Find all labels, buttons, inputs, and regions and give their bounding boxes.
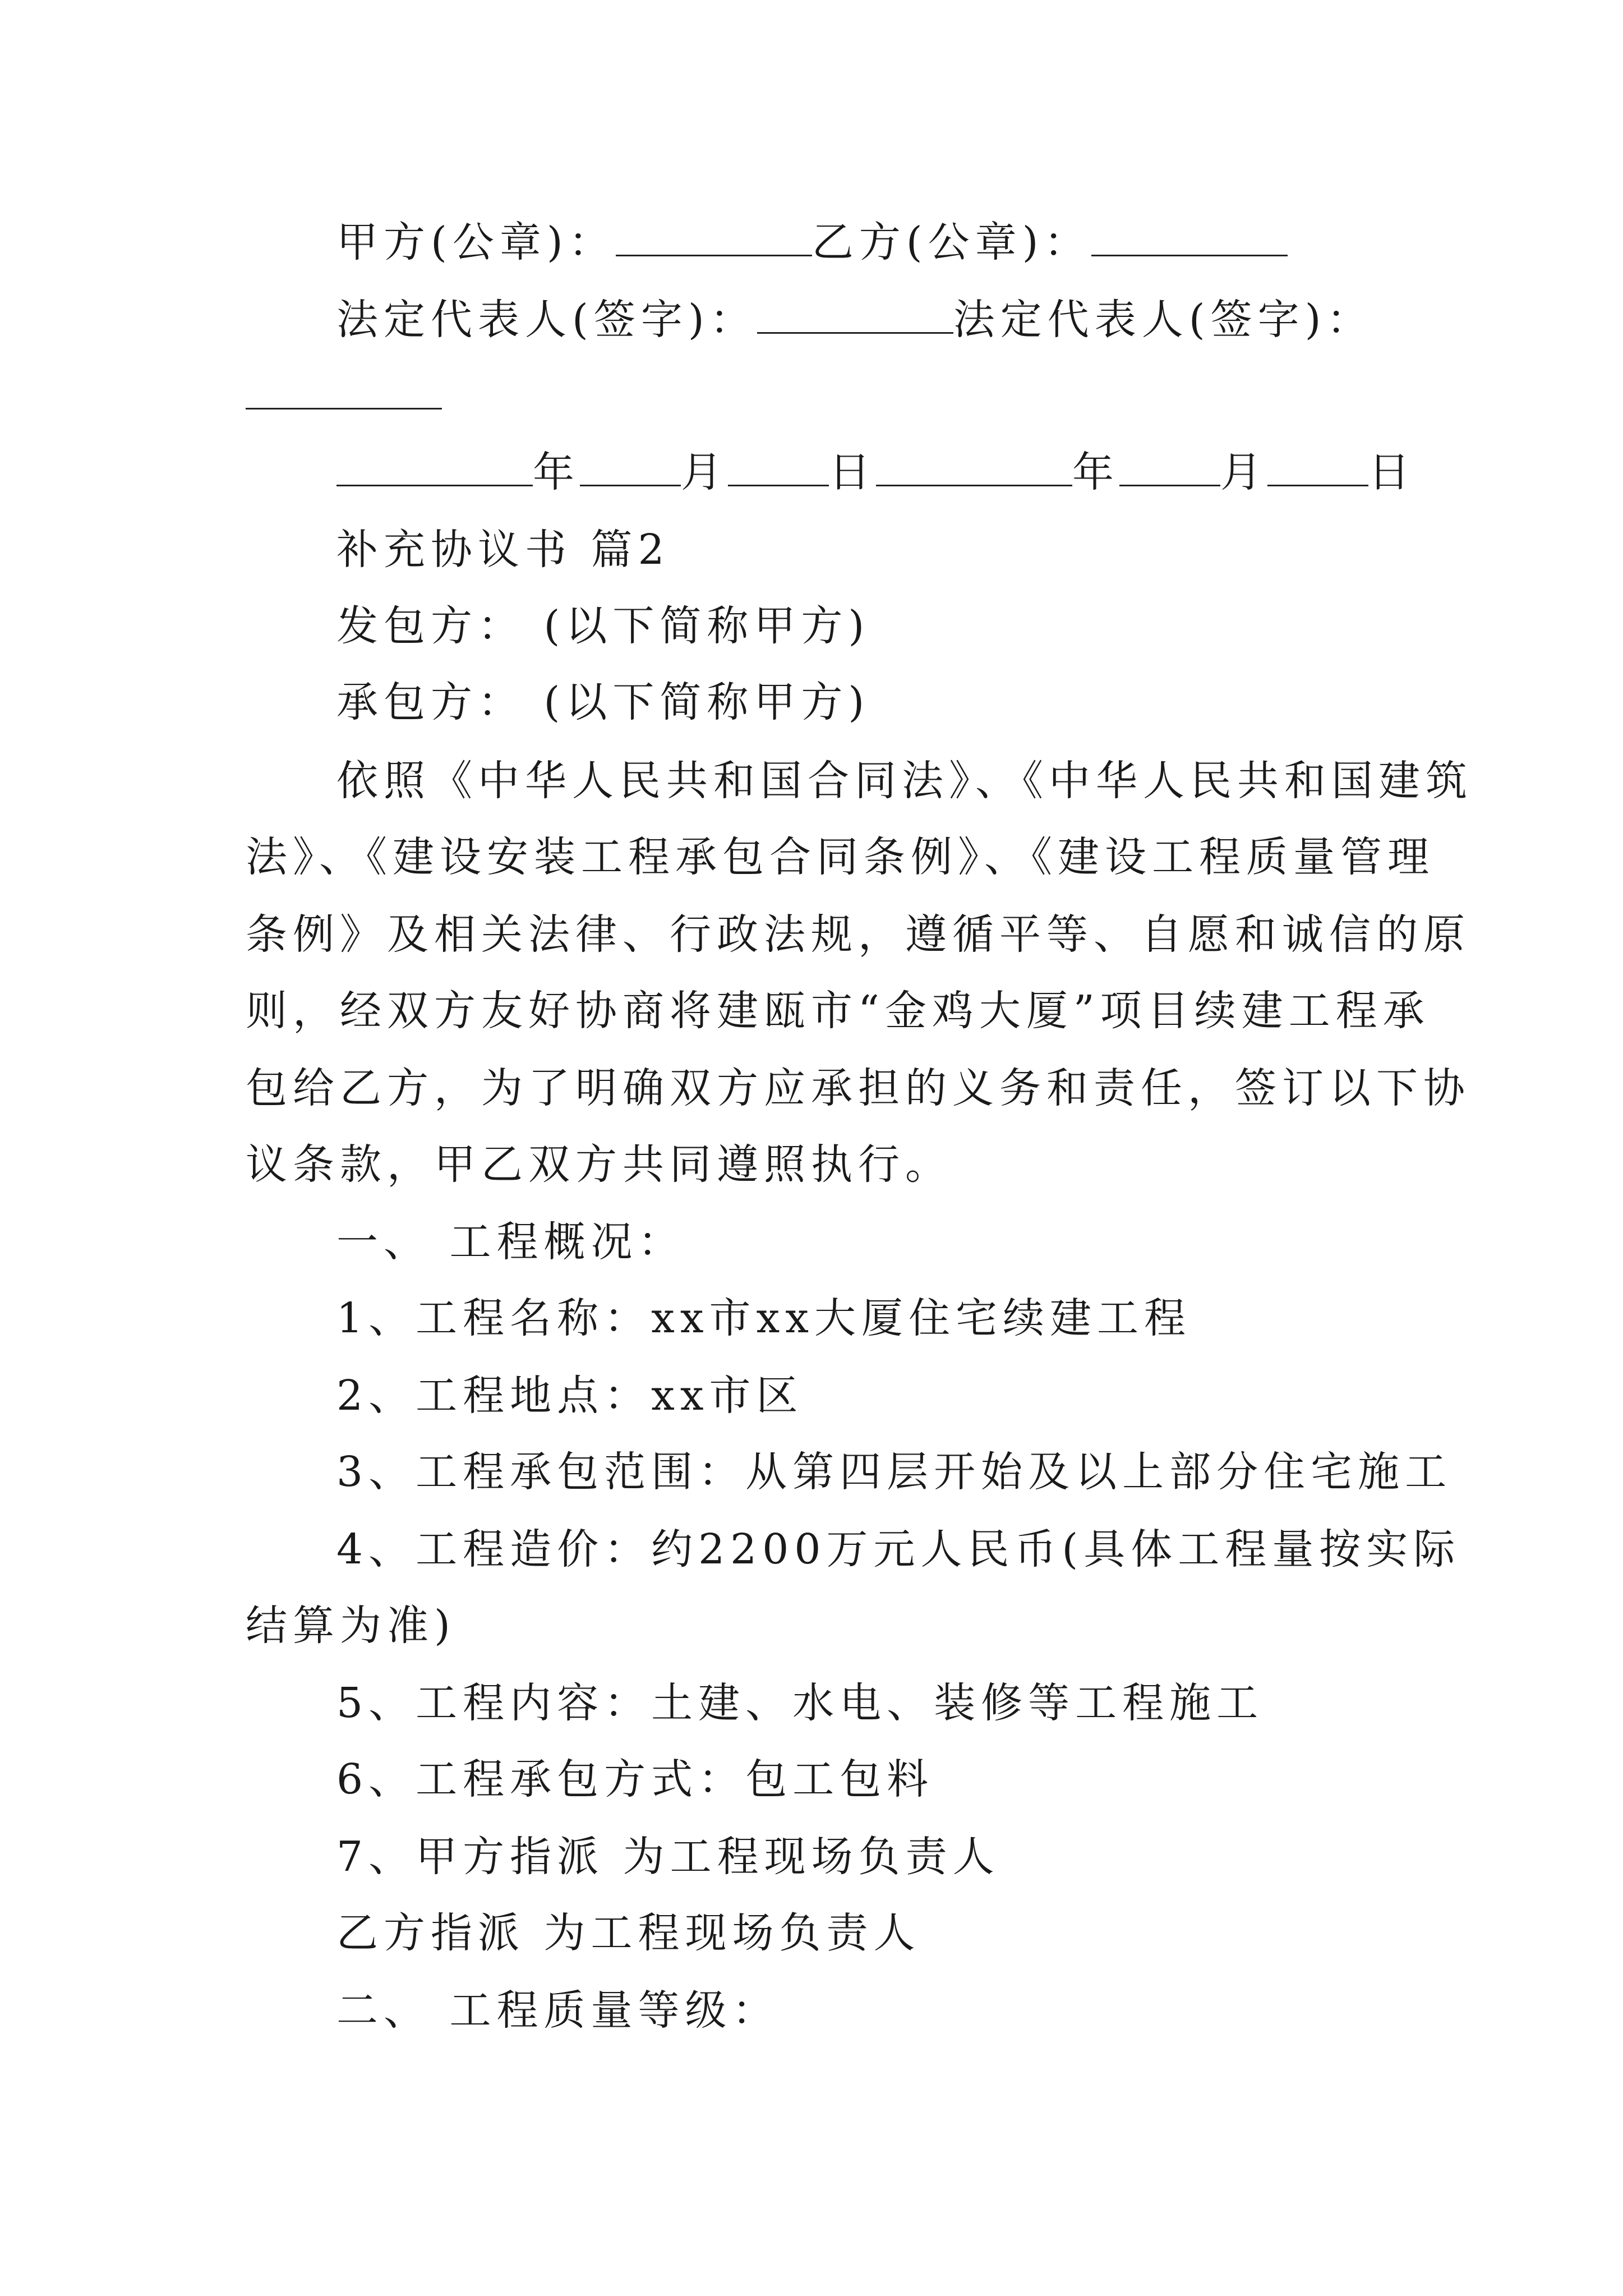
list-item: 1、工程名称：xx市xx大厦住宅续建工程 xyxy=(336,1294,1192,1342)
date-b-month-label: 月 xyxy=(1220,448,1267,496)
employer-line: 发包方： (以下简称甲方) xyxy=(336,602,870,650)
section1-title: 一、 工程概况： xyxy=(336,1218,685,1266)
preamble-line: 议条款，甲乙双方共同遵照执行。 xyxy=(246,1140,952,1189)
list-item-continuation: 结算为准) xyxy=(246,1602,456,1650)
contractor-line: 承包方： (以下简称甲方) xyxy=(336,678,870,726)
date-b-month-blank[interactable] xyxy=(1119,445,1220,486)
date-a-month-blank[interactable] xyxy=(580,445,681,486)
date-a-year-blank[interactable] xyxy=(336,445,533,486)
legal-rep-line xyxy=(336,292,1374,348)
preamble-line: 法》、《建设安装工程承包合同条例》、《建设工程质量管理 xyxy=(246,833,1435,881)
preamble-line: 则，经双方友好协商将建瓯市“金鸡大厦”项目续建工程承 xyxy=(246,987,1430,1035)
legal-rep-b-blank-line xyxy=(246,367,442,424)
section2-title: 二、 工程质量等级： xyxy=(336,1986,780,2035)
list-item: 7、甲方指派 为工程现场负责人 xyxy=(336,1833,1000,1881)
list-item: 2、工程地点：xx市区 xyxy=(336,1372,804,1420)
date-a-year-label: 年 xyxy=(533,448,580,496)
legal-rep-a-blank[interactable] xyxy=(757,293,953,334)
date-b-day-blank[interactable] xyxy=(1267,445,1368,486)
party-a-seal-blank[interactable] xyxy=(616,215,812,256)
party-b-seal-blank[interactable] xyxy=(1091,215,1288,256)
list-item: 5、工程内容：土建、水电、装修等工程施工 xyxy=(336,1679,1264,1727)
date-a-month-label: 月 xyxy=(681,448,728,496)
legal-rep-b-label: 法定代表人(签字)： xyxy=(953,296,1374,344)
preamble-line: 依照《中华人民共和国合同法》、《中华人民共和国建筑 xyxy=(336,757,1473,805)
date-b-year-label: 年 xyxy=(1072,448,1119,496)
legal-rep-b-blank[interactable] xyxy=(246,369,442,409)
list-item: 6、工程承包方式：包工包料 xyxy=(336,1755,934,1803)
date-a-day-label: 日 xyxy=(829,448,876,496)
list-item: 3、工程承包范围：从第四层开始及以上部分住宅施工 xyxy=(336,1448,1453,1496)
party-a-seal-label: 甲方(公章)： xyxy=(336,218,616,266)
list-item: 4、工程造价：约2200万元人民币(具体工程量按实际 xyxy=(336,1525,1461,1573)
date-b-year-blank[interactable] xyxy=(876,445,1072,486)
section-heading: 补充协议书 篇2 xyxy=(336,526,670,574)
preamble-line: 包给乙方，为了明确双方应承担的义务和责任，签订以下协 xyxy=(246,1064,1470,1112)
legal-rep-a-label: 法定代表人(签字)： xyxy=(336,296,757,344)
date-b-day-label: 日 xyxy=(1368,448,1415,496)
list-item: 乙方指派 为工程现场负责人 xyxy=(336,1909,921,1957)
preamble-line: 条例》及相关法律、行政法规，遵循平等、自愿和诚信的原 xyxy=(246,910,1470,959)
date-line xyxy=(336,444,1415,500)
party-b-seal-label: 乙方(公章)： xyxy=(811,218,1091,266)
seal-line xyxy=(336,214,1288,270)
date-a-day-blank[interactable] xyxy=(728,445,829,486)
